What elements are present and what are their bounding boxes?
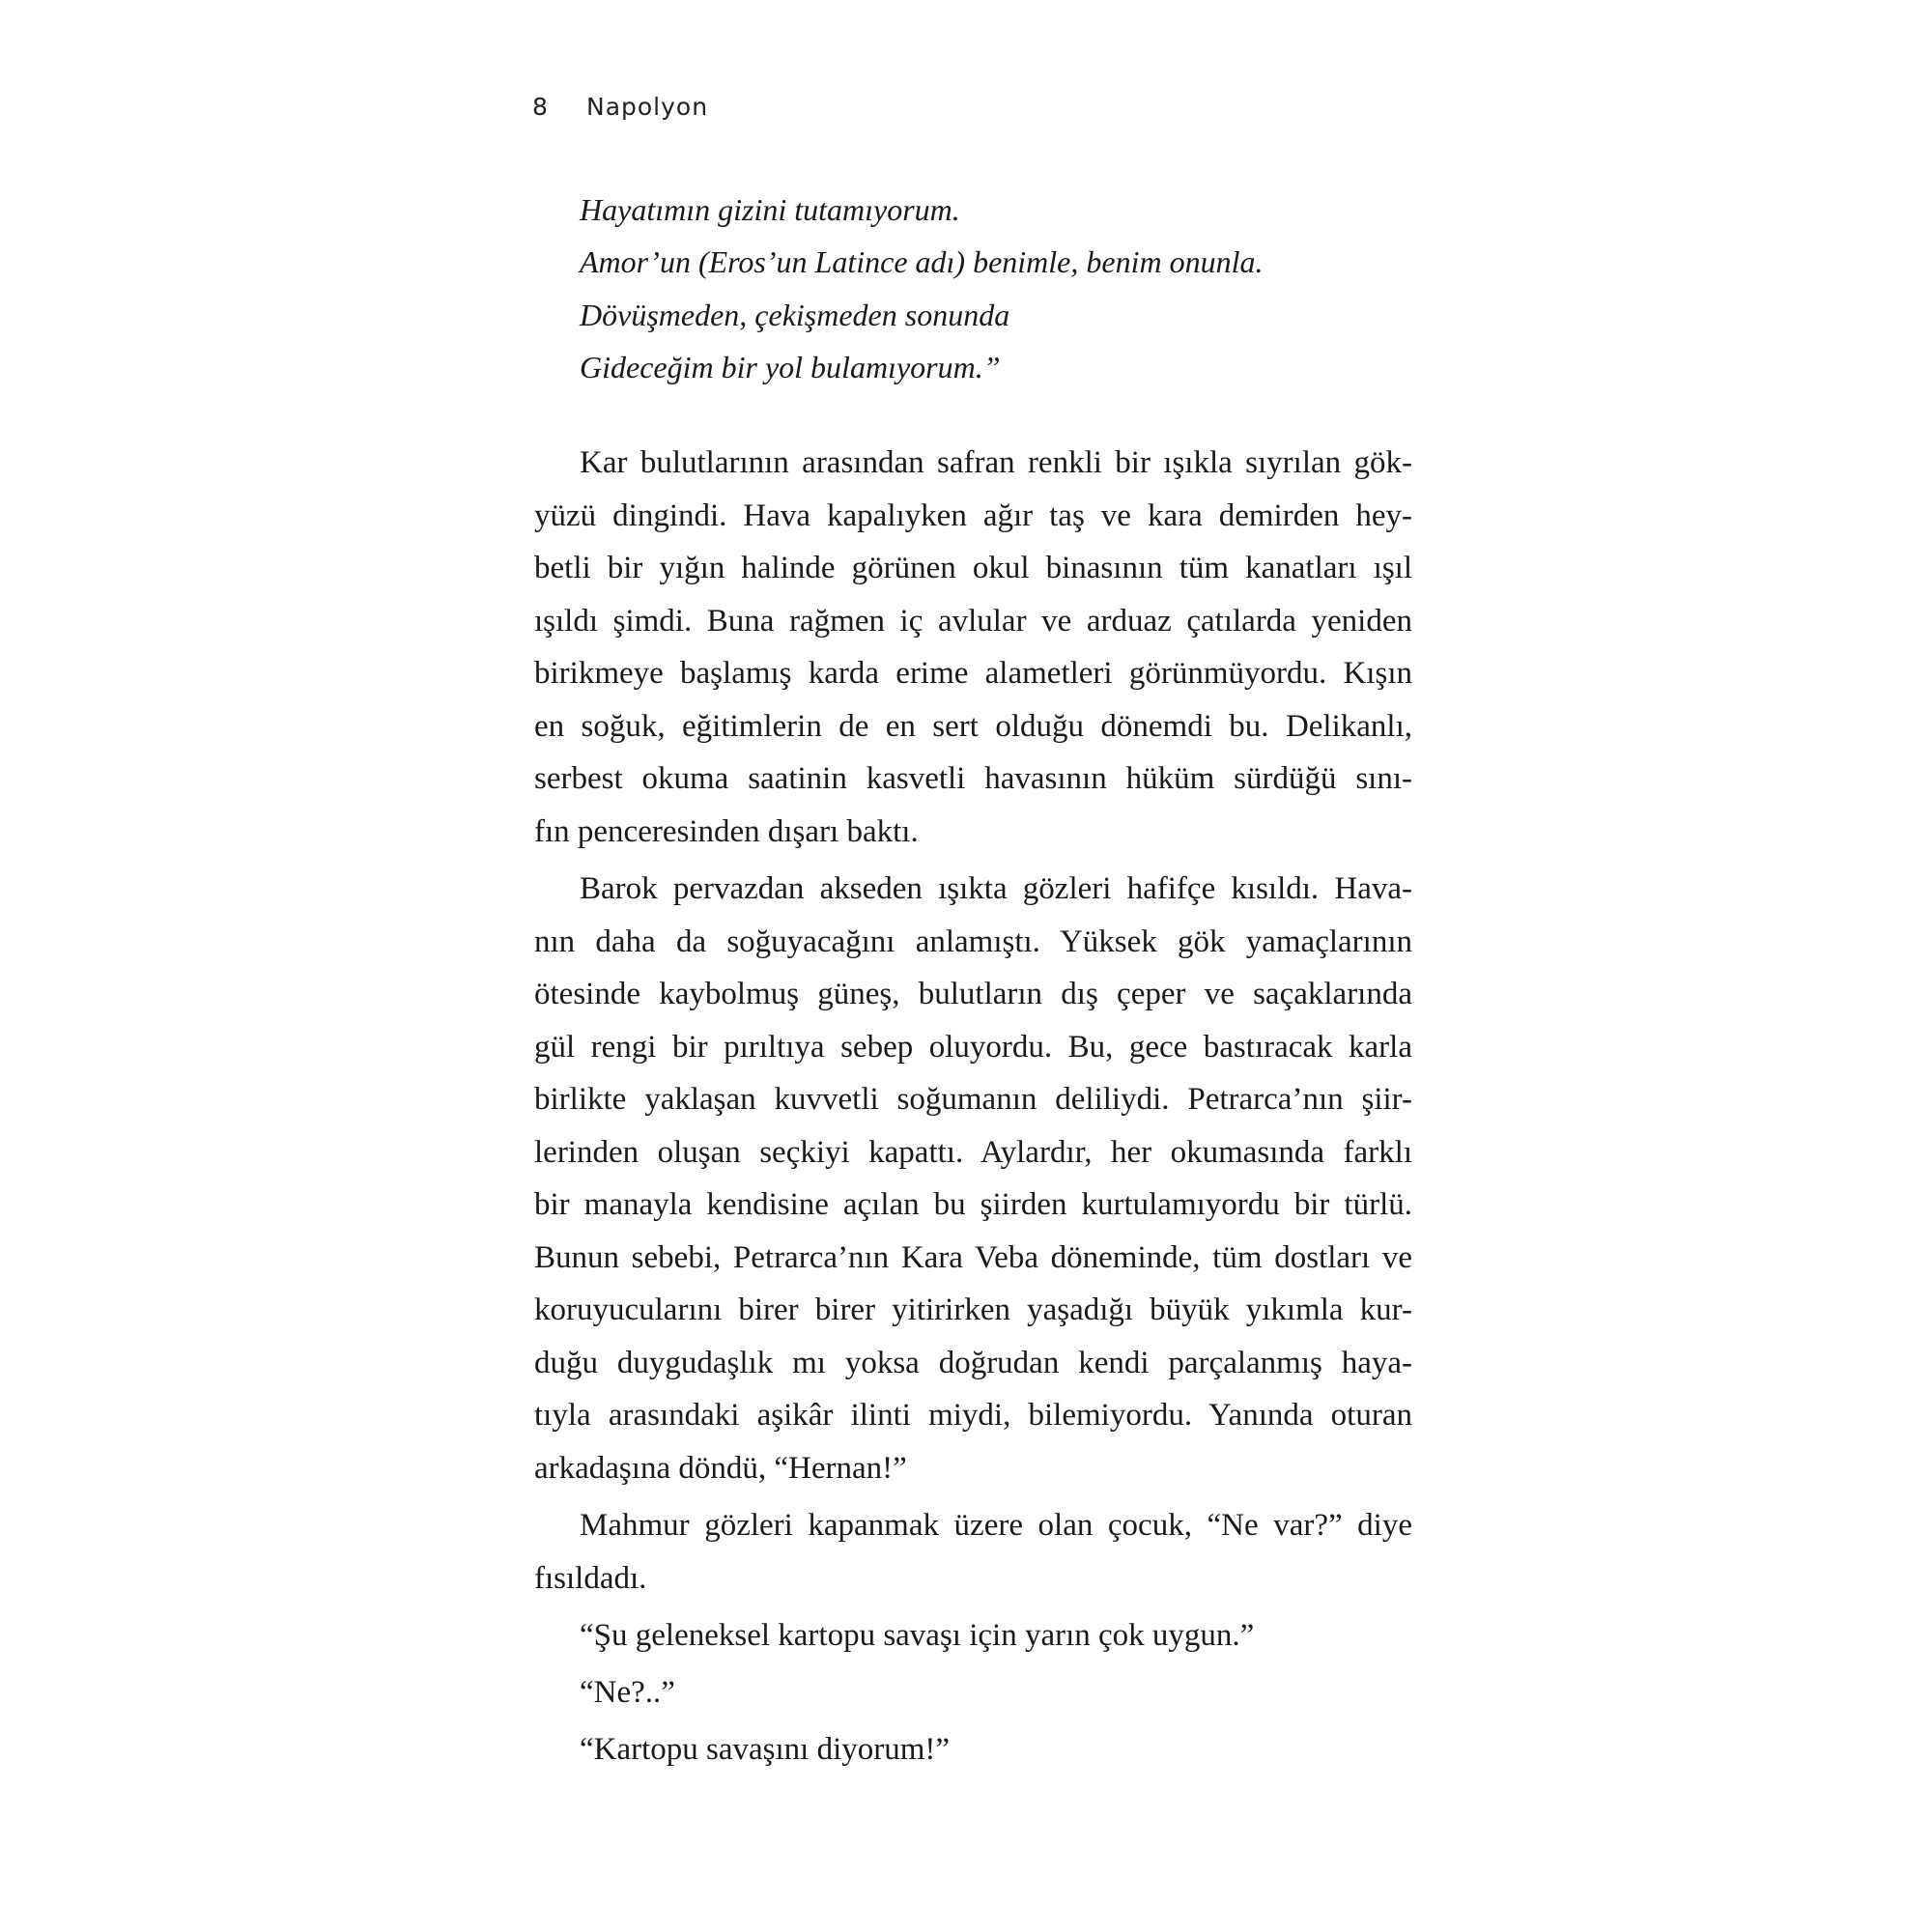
verse-line: Hayatımın gizini tutamıyorum. (580, 192, 960, 227)
dialogue-line: “Kartopu savaşını diyorum!” (580, 1732, 951, 1767)
text-line: serbest okuma saatinin kasvetli havasının hüküm sürdüğü sını- (534, 761, 1412, 796)
text-line: en soğuk, eğitimlerin de en sert olduğu dönemdi bu. Delikanlı, (534, 709, 1412, 744)
text-line: duğu duygudaşlık mı yoksa doğrudan kendi parçalanmış haya- (534, 1346, 1412, 1380)
dialogue-line: “Ne?..” (580, 1675, 675, 1710)
text-line: koruyucularını birer birer yitirirken yaşadığı büyük yıkımla kur- (534, 1293, 1412, 1327)
page-number: 8 (532, 93, 549, 121)
text-line: fısıldadı. (534, 1561, 647, 1596)
text-line: birlikte yaklaşan kuvvetli soğumanın deliliydi. Petrarca’nın şiir- (534, 1082, 1412, 1117)
text-line: ışıldı şimdi. Buna rağmen iç avlular ve arduaz çatılarda yeniden (534, 604, 1412, 639)
dialogue-line: “Şu geleneksel kartopu savaşı için yarın çok uygun.” (580, 1618, 1255, 1653)
text-line: Barok pervazdan akseden ışıkta gözleri hafifçe kısıldı. Hava- (580, 871, 1412, 906)
text-line: bir manayla kendisine açılan bu şiirden kurtulamıyordu bir türlü. (534, 1187, 1412, 1222)
text-line: Kar bulutlarının arasından safran renkli bir ışıkla sıyrılan gök- (580, 445, 1412, 480)
text-line: arkadaşına döndü, “Hernan!” (534, 1451, 907, 1486)
text-line: Bunun sebebi, Petrarca’nın Kara Veba döneminde, tüm dostları ve (534, 1240, 1412, 1275)
text-line: betli bir yığın halinde görünen okul binasının tüm kanatları ışıl (534, 551, 1412, 585)
text-line: Mahmur gözleri kapanmak üzere olan çocuk, “Ne var?” diye (580, 1508, 1412, 1543)
verse-line: Dövüşmeden, çekişmeden sonunda (580, 298, 1010, 332)
text-line: fın penceresinden dışarı baktı. (534, 814, 919, 849)
verse-line: Amor’un (Eros’un Latince adı) benimle, benim onunla. (580, 244, 1264, 279)
text-line: nın daha da soğuyacağını anlamıştı. Yüksek gök yamaçlarının (534, 924, 1412, 959)
running-title: Napolyon (586, 93, 709, 121)
text-line: yüzü dingindi. Hava kapalıyken ağır taş ve kara demirden hey- (534, 498, 1412, 533)
text-line: gül rengi bir pırıltıya sebep oluyordu. Bu, gece bastıracak karla (534, 1030, 1412, 1065)
text-line: ötesinde kaybolmuş güneş, bulutların dış çeper ve saçaklarında (534, 977, 1412, 1011)
verse-line: Gideceğim bir yol bulamıyorum.” (580, 350, 1001, 384)
text-line: tıyla arasındaki aşikâr ilinti miydi, bilemiyordu. Yanında oturan (534, 1398, 1412, 1433)
text-line: birikmeye başlamış karda erime alametleri görünmüyordu. Kışın (534, 656, 1412, 691)
text-line: lerinden oluşan seçkiyi kapattı. Aylardır, her okumasında farklı (534, 1135, 1412, 1170)
